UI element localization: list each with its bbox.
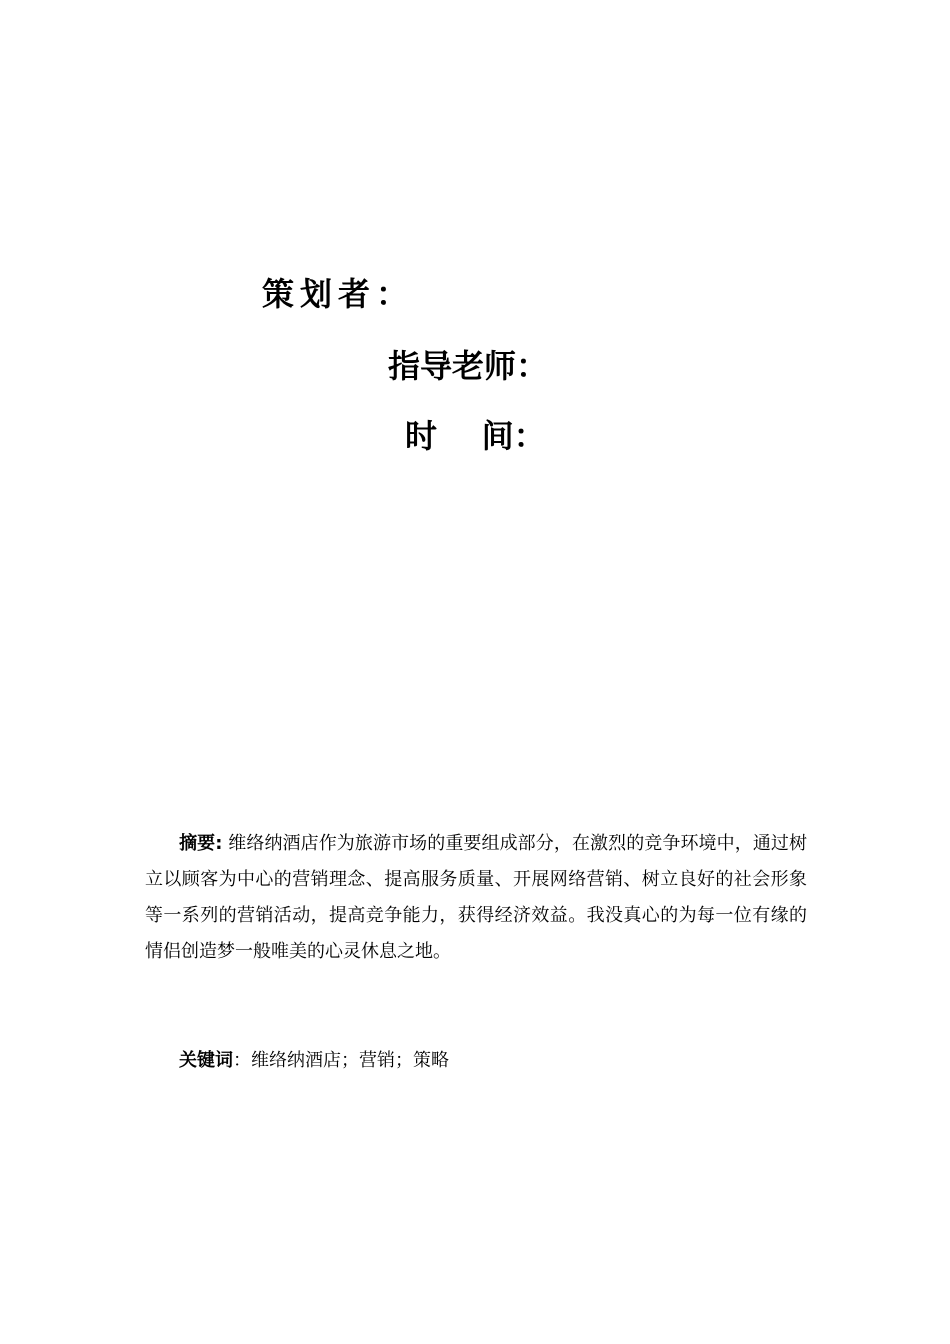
abstract-text: 维络纳酒店作为旅游市场的重要组成部分，在激烈的竞争环境中，通过树立以顾客为中心的营销理念、提高服务质量、开展网络营销、树立良好的社会形象等一系列的营销活动，提高竞争能力，获得经济效益。我没真心的为每一位有缘的情侣创造梦一般唯美的心灵休息之地。	[145, 833, 808, 962]
keywords-line	[179, 1043, 449, 1079]
time-label: 时 间：	[405, 417, 546, 455]
keywords-text: ：维络纳酒店；营销；策略	[233, 1050, 449, 1071]
abstract-label: 摘要:	[179, 833, 223, 854]
keywords-label: 关键词	[179, 1050, 233, 1071]
advisor-label: 指导老师：	[388, 347, 549, 385]
planner-label: 策划者：	[262, 275, 415, 313]
abstract-paragraph	[145, 826, 807, 970]
